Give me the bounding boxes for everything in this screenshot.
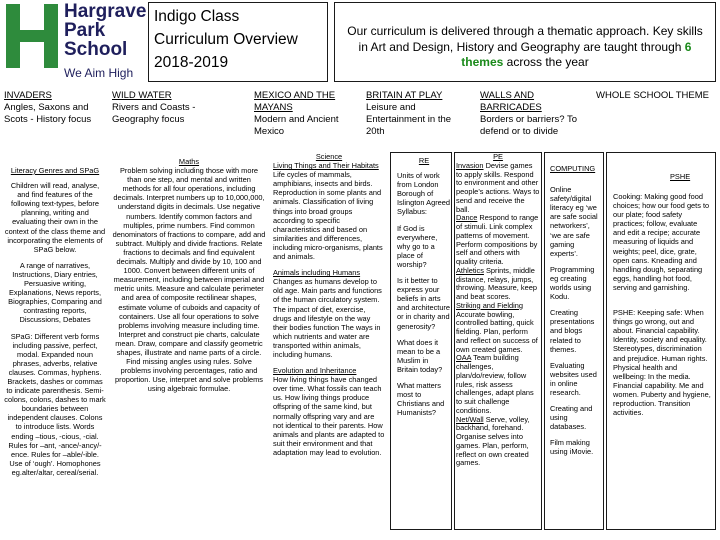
pe-item: Athletics Sprints, middle distance, relays, jumps, throwing. Measure, keep and beat scores. xyxy=(456,265,537,301)
pshe-column: Cooking: Making good food choices; how our food gets to our plate; food safety practices; follow, evaluate and edit a recipe; accurate measuring of liquids and weights; peel, dice, grate, open cans. Kneading and handling dough, separating eggs, handling hot food, serving and garnishing. PSHE: Keeping safe: When things go wrong, out and about. Financial capability. Identity, society and equality. Stereotypes, discrimination and prejudice. Human rights. Physical health and wellbeing: In the media. Financial capability. Me and women. Puberty and hygiene, reproduction. Transition activities. xyxy=(613,192,711,418)
theme-walls-and-barricades: WALLS AND BARRICADES Borders or barriers? To defend or to divide xyxy=(480,90,577,137)
curriculum-intro: Our curriculum is delivered through a thematic approach. Key skills in Art and Design, History and Geography are taught through 6 themes across the year xyxy=(334,2,716,82)
pe-column xyxy=(456,153,540,468)
logo-h-icon xyxy=(4,2,60,70)
maths-column: Maths Problem solving including those with more than one step, and mental and written methods for all four operations, including decimals. Interpret numbers up to 10,000,000, understand digits in decimals. Use negative numbers. Identify common factors and multiples, prime numbers. Find common denominators of fractions to compare, add and subtract. Multiply and divide fractions. Relate fractions to decimals and find equivalent decimals. Multiply and divide by 10, 100 and 1000. Convert between different units of measurement, including between imperial and metric units. Measure and calculate perimeter and area of composite rectilinear shapes, estimate volume of cuboids and capacity of containers. Use all four operations to solve problems involving measure including time. Interpret and construct pie charts, calculate mean. Draw, compare and classify geometric shapes, illustrate and name parts of a circle. Find missing angles using rules. Solve problems involving percentages, ratio and proportion. Use, interpret and solve problems using algebraic formulae. xyxy=(112,157,266,394)
pe-heading: PE xyxy=(493,152,503,161)
science-heading: Science xyxy=(315,152,343,161)
re-heading: RE xyxy=(418,156,430,165)
theme-wild-water: WILD WATER Rivers and Coasts - Geography focus xyxy=(112,90,196,125)
theme-britain-at-play: BRITAIN AT PLAY Leisure and Entertainment in the 20th xyxy=(366,90,452,137)
themes-count-highlight: 6 themes xyxy=(461,39,692,69)
logo-wordmark: Hargrave Park School xyxy=(64,1,147,60)
pshe-heading: PSHE xyxy=(670,172,691,181)
pe-item: Dance Respond to range of stimuli. Link complex patterns of movement. Perform compositions by self and others with quality criteria. xyxy=(456,213,539,266)
school-logo xyxy=(4,1,147,82)
pe-item: OAA Team building challenges, plan/do/review, follow rules, risk assess challenges, adapt plans to suit challenge conditions. xyxy=(456,353,534,415)
theme-whole-school: WHOLE SCHOOL THEME xyxy=(596,90,709,101)
literacy-column: Literacy Genres and SPaG Children will read, analyse, and find features of the following text-types, before planning, writing and evaluating their own in the context of the class theme and incorporating the elements of SPaG below. A range of narratives, Instructions, Diary entries, Persuasive writing, Explanations, News reports, Biographies, Comparing and contrasting reports, Discussions, Debates SPaG: Different verb forms including passive, perfect, modal. Expanded noun phrases, adverbs, relative clauses. Commas, hyphens. Brackets, dashes or commas to indicate parenthesis. Semi-colons, colons, dashes to mark boundaries between independent clauses. Colons to introduce lists. Words ending –tious, -cious, -cial. Rules for –ant, -ance/-ancy/-ence. Rules for –able/-ible. Use of ‘ough’. Homophones eg.alter/altar, cereal/serial. xyxy=(4,166,106,477)
theme-mexico: MEXICO AND THE MAYANS Modern and Ancient Mexico xyxy=(254,90,339,137)
page-title: Indigo Class Curriculum Overview 2018-2019 xyxy=(148,2,328,82)
literacy-heading: Literacy Genres and SPaG xyxy=(10,166,100,175)
computing-column: COMPUTING Online safety/digital literacy eg ‘we are safe social networkers’, ‘we are safe gaming experts’. Programming eg creating worlds using Kodu. Creating presentations and blogs related to themes. Evaluating websites used in online research. Creating and using databases. Film making using iMovie. xyxy=(550,164,602,464)
computing-heading: COMPUTING xyxy=(550,164,596,173)
pe-item: Invasion Devise games to apply skills. Respond to environment and other people’s actions. Ways to send and receive the ball. xyxy=(456,160,540,214)
maths-heading: Maths xyxy=(178,157,200,166)
re-column: RE Units of work from London Borough of Islington Agreed Syllabus: If God is everywhere, why go to a place of worship? Is it better to express your beliefs in arts and architecture or in charity and generosity? What does it mean to be a Muslim in Britain today? What matters most to Christians and Humanists? xyxy=(397,156,451,418)
theme-invaders: INVADERS Angles, Saxons and Scots - History focus xyxy=(4,90,92,125)
science-column: Science Living Things and Their Habitats Life cycles of mammals, amphibians, insects and birds. Reproduction in some plants and animals. Classification of living things into broad groups according to specific characteristics and based on similarities and differences, including micro-organisms, plants and animals. Animals including Humans Changes as humans develop to old age. Main parts and functions of the human circulatory system. The impact of diet, exercise, drugs and lifestyle on the way their bodies function The ways in which nutrients and water are transported within animals, including humans. Evolution and Inheritance How living things have changed over time. What fossils can teach us. How living things produce offspring of the same kind, but normally offspring vary and are not identical to their parents. How animals and plants are adapted to suit their environment and that adaptation may lead to evolution. xyxy=(273,152,385,457)
logo-tagline: We Aim High xyxy=(64,66,134,80)
pshe-heading-wrap xyxy=(670,172,710,187)
pe-item: Striking and Fielding Accurate bowling, controlled batting, quick fielding. Plan, perform and reflect on success of own created games. xyxy=(456,300,538,354)
pe-item: Net/Wall Serve, volley, backhand, forehand. Organise selves into games. Plan, perform, reflect on own created games. xyxy=(456,414,530,468)
